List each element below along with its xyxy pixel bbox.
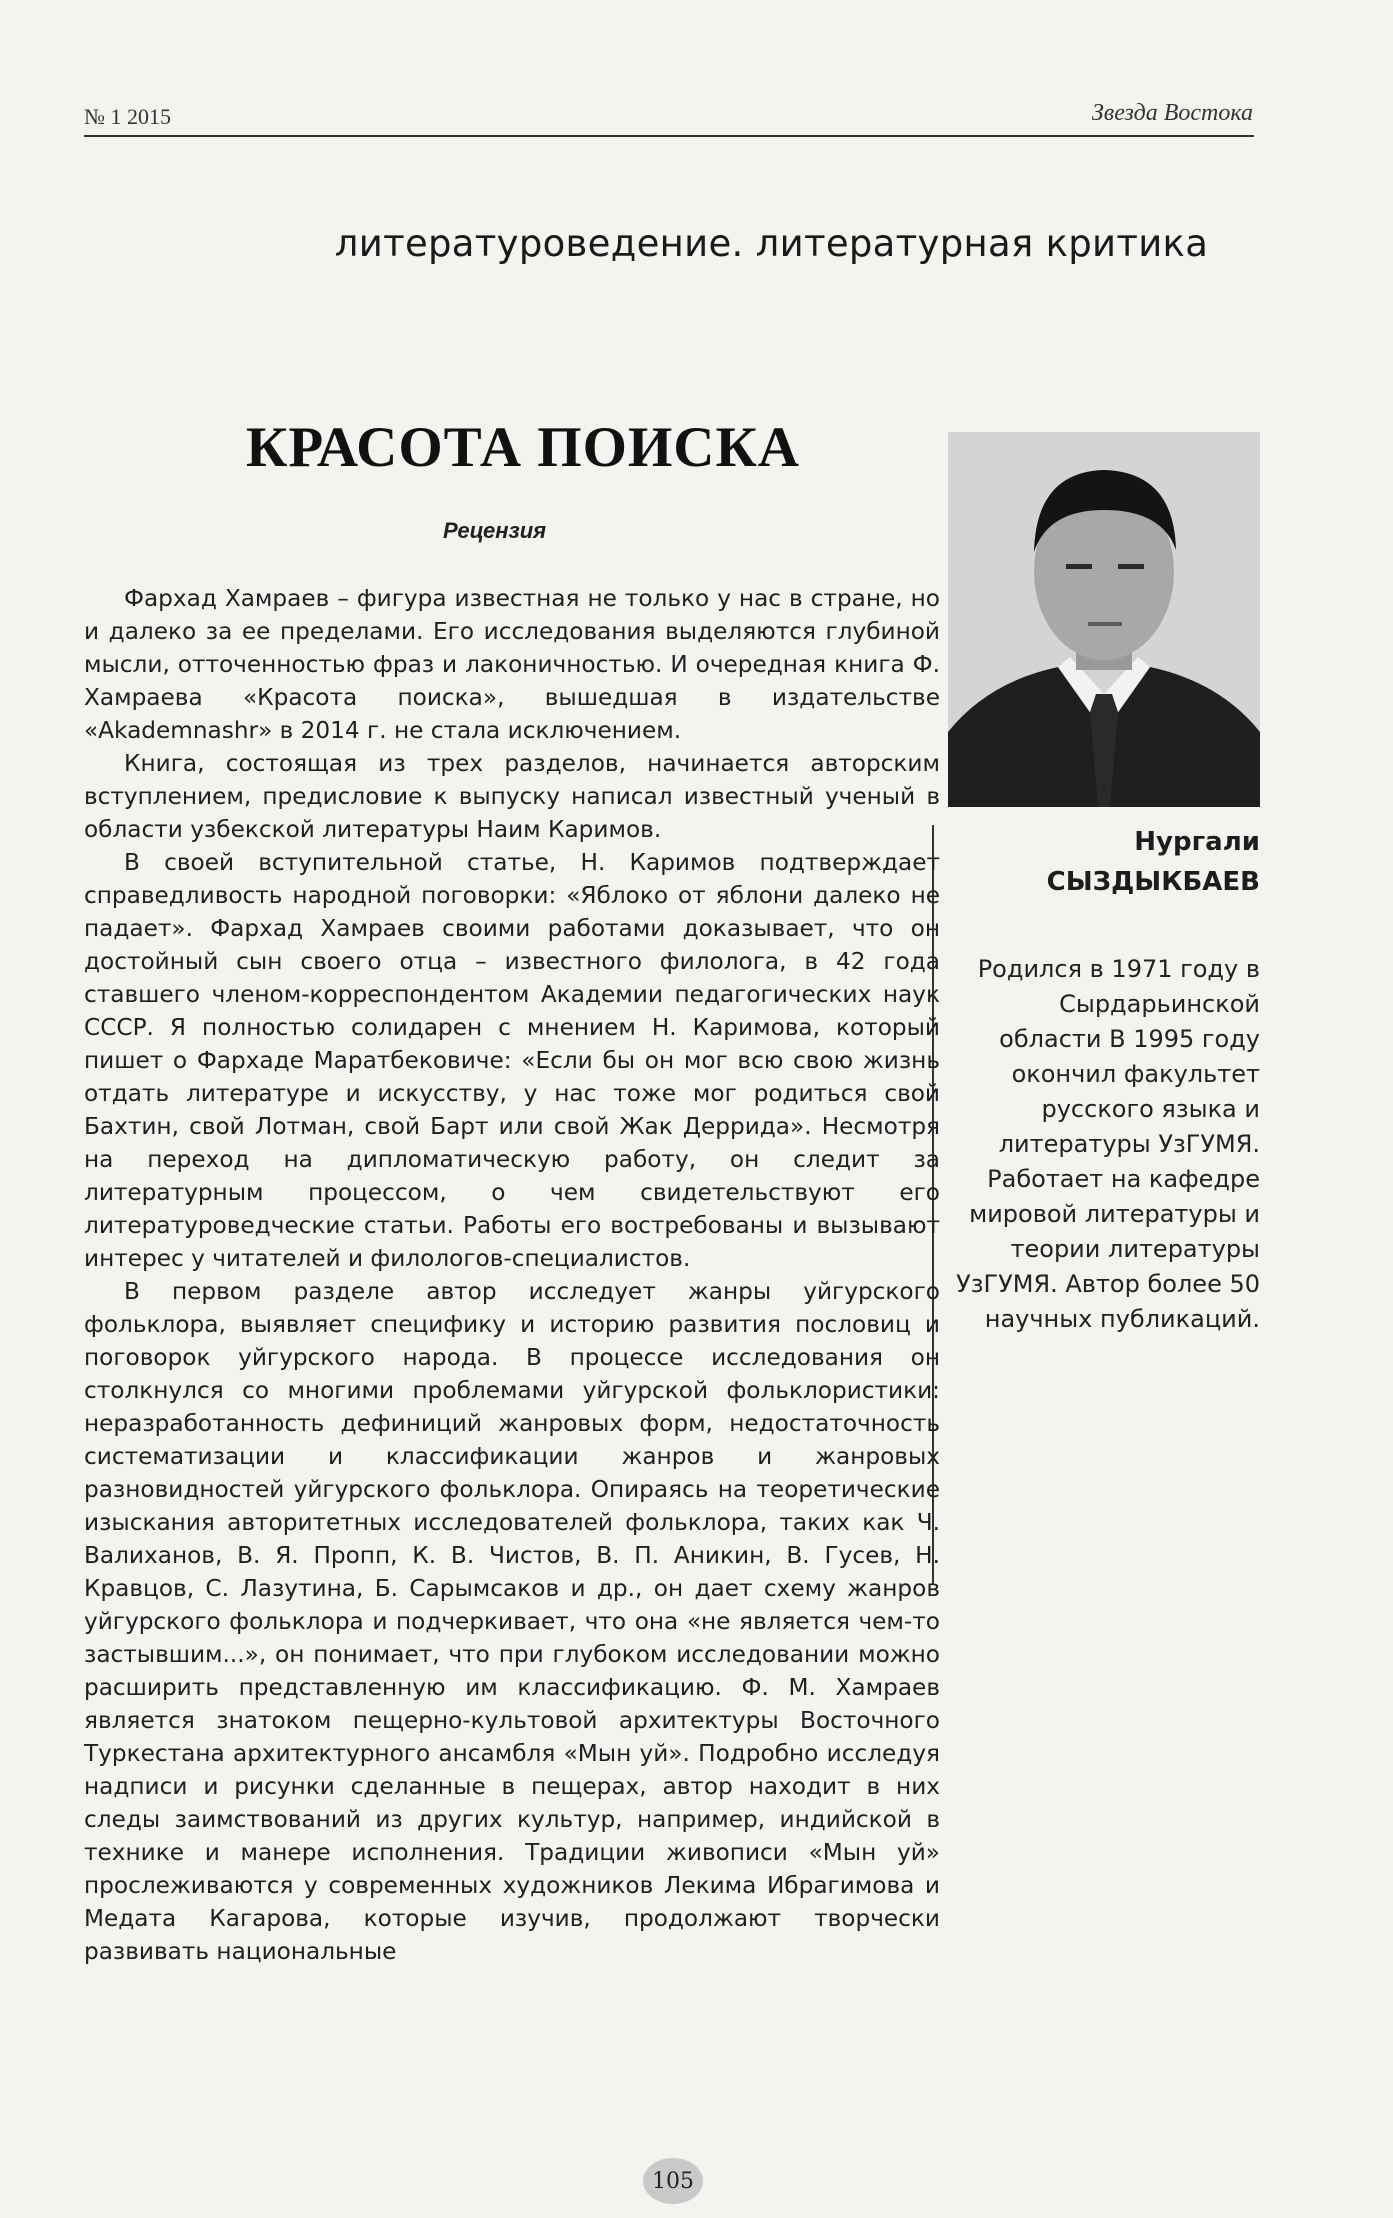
article-paragraph: В своей вступительной статье, Н. Каримов подтверждает справедливость народной поговорки: «Яблоко от яблони далеко не падает». Фархад Хамраев своими работами доказывает, что он достойный сын своего отца – известного филолога, в 42 года ставшего членом-корреспондентом Академии педагогических наук СССР. Я полностью солидарен с мнением Н. Каримова, который пишет о Фархаде Маратбековиче: «Если бы он мог всю свою жизнь отдать литературе и искусству, у нас тоже мог родиться свой Бахтин, свой Лотман, свой Барт или свой Жак Деррида». Несмотря на переход на дипломатическую работу, он следит за литературным процессом, о чем свидетельствуют его литературоведческие статьи. Работы его востребованы и вызывают интерес у читателей и филологов-специалистов.	[84, 849, 940, 1272]
author-photo	[948, 432, 1260, 807]
author-name	[950, 822, 1260, 902]
article-subtitle: Рецензия	[443, 518, 547, 543]
section-title: литературоведение. литературная критика	[334, 222, 1209, 265]
issue-number: № 1 2015	[84, 104, 171, 129]
article-paragraph: Книга, состоящая из трех разделов, начинается авторским вступлением, предисловие к выпуску написал известный ученый в области узбекской литературы Наим Каримов.	[84, 750, 940, 843]
article-paragraph: Фархад Хамраев – фигура известная не только у нас в стране, но и далеко за ее пределами. Его исследования выделяются глубиной мысли, отточенностью фраз и лаконичностью. И очередная книга Ф. Хамраева «Красота поиска», вышедшая в издательстве «Akademnashr» в 2014 г. не стала исключением.	[84, 585, 940, 744]
header-rule	[84, 135, 1254, 137]
article-paragraph: В первом разделе автор исследует жанры уйгурского фольклора, выявляет специфику и историю развития пословиц и поговорок уйгурского народа. В процессе исследования он столкнулся со многими проблемами уйгурской фольклористики: неразработанность дефиниций жанровых форм, недостаточность систематизации и классификации жанров и жанровых разновидностей уйгурского фольклора. Опираясь на теоретические изыскания авторитетных исследователей фольклора, таких как Ч. Валиханов, В. Я. Пропп, К. В. Чистов, В. П. Аникин, В. Гусев, Н. Кравцов, С. Лазутина, Б. Сарымсаков и др., он дает схему жанров уйгурского фольклора и подчеркивает, что она «не является чем-то застывшим...», он понимает, что при глубоком исследовании можно расширить представленную им классификацию. Ф. М. Хамраев является знатоком пещерно-культовой архитектуры Восточного Туркестана архитектурного ансамбля «Мын уй». Подробно исследуя надписи и рисунки сделанные в пещерах, автор находит в них следы заимствований из других культур, например, индийской в технике и манере исполнения. Традиции живописи «Мын уй» прослеживаются у современных художников Лекима Ибрагимова и Медата Кагарова, которые изучив, продолжают творчески развивать национальные	[84, 1278, 940, 1965]
article-body	[84, 582, 940, 1968]
article-title: КРАСОТА ПОИСКА	[246, 416, 800, 479]
journal-name: Звезда Востока	[1091, 100, 1253, 126]
author-last-name: СЫЗДЫКБАЕВ	[1046, 867, 1260, 897]
author-bio: Родился в 1971 году в Сырдарьинской области В 1995 году окончил факультет русского языка и литературы УзГУМЯ. Работает на кафедре мировой литературы и теории литературы УзГУМЯ. Автор более 50 научных публикаций.	[956, 955, 1260, 1333]
author-first-name: Нургали	[1134, 827, 1260, 857]
page-number: 105	[643, 2158, 703, 2204]
author-portrait-image	[948, 432, 1260, 807]
